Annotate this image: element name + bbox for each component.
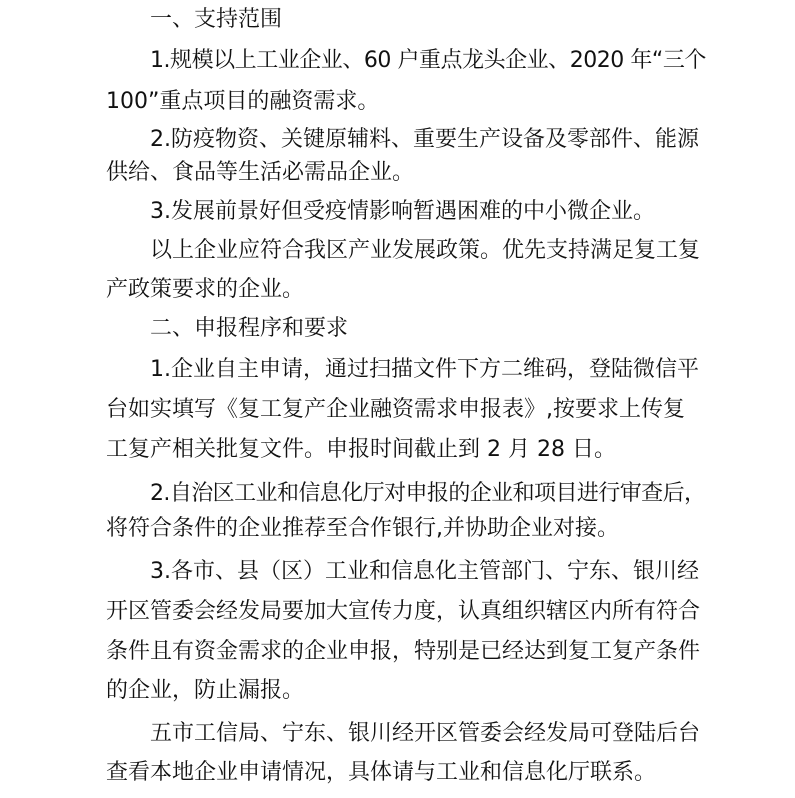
heading-support-scope: 一、支持范围: [150, 7, 283, 32]
scope-item-1-line-1: 1.规模以上工业企业、60 户重点龙头企业、2020 年“三个: [150, 48, 706, 73]
scope-item-1-line-2: 100”重点项目的融资需求。: [106, 89, 380, 114]
procedure-note-line-1: 五市工信局、宁东、银川经开区管委会经发局可登陆后台: [150, 721, 701, 746]
scope-note-line-1: 以上企业应符合我区产业发展政策。优先支持满足复工复: [150, 238, 701, 263]
scope-item-2-line-2: 供给、食品等生活必需品企业。: [106, 160, 415, 185]
procedure-item-3-line-1: 3.各市、县（区）工业和信息化主管部门、宁东、银川经: [150, 559, 699, 584]
procedure-item-2-line-2: 将符合条件的企业推荐至合作银行,并协助企业对接。: [106, 516, 619, 541]
procedure-item-1-line-2: 台如实填写《复工复产企业融资需求申报表》,按要求上传复: [106, 397, 685, 422]
scope-item-3-line-1: 3.发展前景好但受疫情影响暂遇困难的中小微企业。: [150, 199, 655, 224]
scope-item-2-line-1: 2.防疫物资、关键原辅料、重要生产设备及零部件、能源: [150, 127, 699, 152]
procedure-item-3-line-4: 的企业，防止漏报。: [106, 678, 305, 703]
procedure-item-2-line-1: 2.自治区工业和信息化厅对申报的企业和项目进行审查后，: [150, 481, 706, 506]
procedure-note-line-2: 查看本地企业申请情况，具体请与工业和信息化厅联系。: [106, 760, 657, 785]
procedure-item-3-line-3: 条件且有资金需求的企业申报，特别是已经达到复工复产条件: [106, 639, 701, 664]
procedure-item-1-line-3: 工复产相关批复文件。申报时间截止到 2 月 28 日。: [106, 437, 616, 462]
procedure-item-3-line-2: 开区管委会经发局要加大宣传力度，认真组织辖区内所有符合: [106, 599, 701, 624]
heading-procedure: 二、申报程序和要求: [150, 316, 349, 341]
scope-note-line-2: 产政策要求的企业。: [106, 277, 305, 302]
procedure-item-1-line-1: 1.企业自主申请，通过扫描文件下方二维码，登陆微信平: [150, 357, 699, 382]
